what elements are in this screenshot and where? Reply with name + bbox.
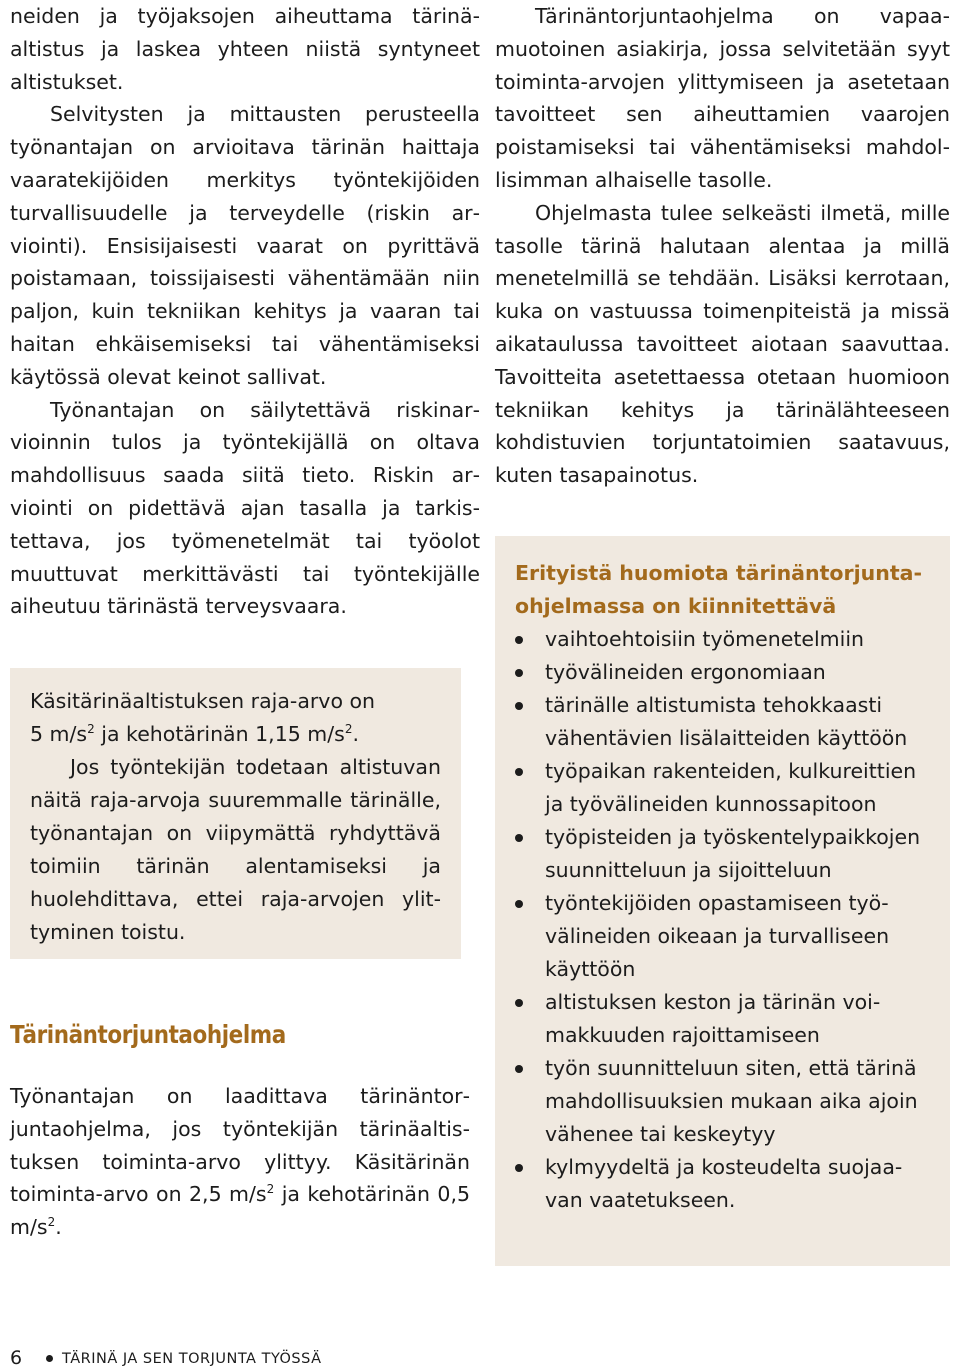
left-column: [10, 0, 480, 623]
superscript: 2: [344, 722, 353, 736]
right-column-text: [495, 0, 950, 492]
body-paragraph: Selvitysten ja mittausten perusteella työnantajan on arvioitava tärinän haittaja vaaratekijöiden merkitys työntekijöiden turvallisuudelle ja terveydelle (riskin arviointi). Ensisijaisesti vaarat on pyrittävä poistamaan, toissijaisesti vähentämään niin paljon, kuin tekniikan kehitys ja vaaran tai haitan ehkäisemiseksi tai vähentämiseksi käytössä olevat keinot sallivat.: [10, 102, 480, 389]
list-item: [515, 1151, 930, 1217]
list-item: [515, 887, 930, 986]
bullet-icon: [515, 702, 523, 710]
bullet-icon: [515, 669, 523, 677]
list-item: [515, 623, 930, 656]
superscript: 2: [87, 722, 95, 736]
section-text-c: .: [55, 1215, 62, 1240]
page-footer: [10, 1346, 610, 1370]
list-item: [515, 986, 930, 1052]
limit-value-line: [30, 685, 441, 751]
section-paragraph: [10, 1080, 470, 1244]
list-item: [515, 689, 930, 755]
superscript: 2: [266, 1182, 275, 1197]
limit-line-2b: ja kehotärinän 1,15 m/s: [94, 722, 345, 746]
limit-line-2a: 5 m/s: [30, 722, 88, 746]
bullet-icon: [515, 636, 523, 644]
list-item: [515, 1052, 930, 1151]
bullet-icon: [515, 768, 523, 776]
list-item-text: työpaikan rakenteiden, kulkureittien ja työvälineiden kunnossapitoon: [545, 759, 917, 816]
list-item-text: kylmyydeltä ja kosteudelta suojaavan vaatetukseen.: [545, 1155, 903, 1212]
section-body: [10, 1080, 470, 1244]
body-paragraph: Työnantajan on säilytettävä riskinarvioinnin tulos ja työntekijällä on oltava mahdollisuus saada siitä tieto. Riskin arviointi on pidettävä ajan tasalla ja tarkistettava, jos työmenetelmät tai työolot muuttuvat merkittävästi tai työntekijälle aiheutuu tärinästä terveysvaara.: [10, 397, 480, 619]
running-title: TÄRINÄ JA SEN TORJUNTA TYÖSSÄ: [62, 1351, 322, 1367]
list-item-text: työvälineiden ergonomiaan: [545, 660, 826, 684]
bullet-icon: [515, 1065, 523, 1073]
body-paragraph: neiden ja työjaksojen aiheuttama tärinäaltistus ja laskea yhteen niistä syntyneet altistukset.: [10, 4, 480, 94]
body-paragraph: Tärinäntorjuntaohjelma on vapaamuotoinen asiakirja, jossa selvitetään syyt toiminta-arvojen ylittymiseen ja asetetaan tavoitteet sen aiheuttamien vaarojen poistamiseksi tai vähentämiseksi mahdollisimman alhaiselle tasolle.: [495, 4, 950, 192]
bullet-icon: [515, 834, 523, 842]
list-item-text: altistuksen keston ja tärinän voimakkuuden rajoittamiseen: [545, 990, 881, 1047]
bullet-icon: [515, 900, 523, 908]
checklist-title: Erityistä huomiota tärinäntorjuntaohjelmassa on kiinnitettävä: [515, 561, 922, 618]
limit-box-paragraph: Jos työntekijän todetaan altistuvan näitä raja-arvoja suuremmalle tärinälle, työnantajan on viipymättä ryhdyttävä toimiin tärinän alentamiseksi ja huolehdittava, ettei raja-arvojen ylittyminen toistu.: [30, 755, 441, 944]
limit-value-box: [10, 668, 461, 959]
list-item: [515, 755, 930, 821]
section-heading: Tärinäntorjuntaohjelma: [10, 1020, 286, 1049]
superscript: 2: [47, 1215, 56, 1230]
bullet-icon: [515, 999, 523, 1007]
list-item-text: työpisteiden ja työskentelypaikkojen suunnitteluun ja sijoitteluun: [545, 825, 921, 882]
bullet-icon: [515, 1164, 523, 1172]
section-text-b: ja kehotärinän 0,5 m/s: [10, 1182, 471, 1240]
limit-line-2c: .: [352, 722, 360, 746]
list-item-text: tärinälle altistumista tehokkaasti vähentävien lisälaitteiden käyttöön: [545, 693, 908, 750]
checklist-box: [495, 536, 950, 1266]
list-item-text: vaihtoehtoisiin työmenetelmiin: [545, 627, 865, 651]
section-text-a: Työnantajan on laadittava tärinäntorjuntaohjelma, jos työntekijän tärinäaltistuksen toiminta-arvo ylittyy. Käsitärinän toiminta-arvo on 2,5 m/s: [10, 1084, 470, 1207]
limit-line-1: Käsitärinäaltistuksen raja-arvo on: [30, 689, 376, 713]
list-item: [515, 656, 930, 689]
list-item-text: työn suunnitteluun siten, että tärinä mahdollisuuksien mukaan aika ajoin vähenee tai keskeytyy: [545, 1056, 918, 1146]
body-paragraph: Ohjelmasta tulee selkeästi ilmetä, mille tasolle tärinä halutaan alentaa ja millä menetelmillä se tehdään. Lisäksi kerrotaan, kuka on vastuussa toimenpiteistä ja missä aikataulussa tavoitteet aiotaan saavuttaa. Tavoitteita asetettaessa otetaan huomioon tekniikan kehitys ja tärinälähteeseen kohdistuvien torjuntatoimien saatavuus, kuten tasapainotus.: [495, 200, 950, 488]
footer-bullet-icon: [46, 1355, 53, 1362]
list-item: [515, 821, 930, 887]
list-item-text: työntekijöiden opastamiseen työvälineiden oikeaan ja turvalliseen käyttöön: [545, 891, 890, 981]
page-number: 6: [10, 1347, 23, 1369]
checklist: [515, 623, 930, 1217]
